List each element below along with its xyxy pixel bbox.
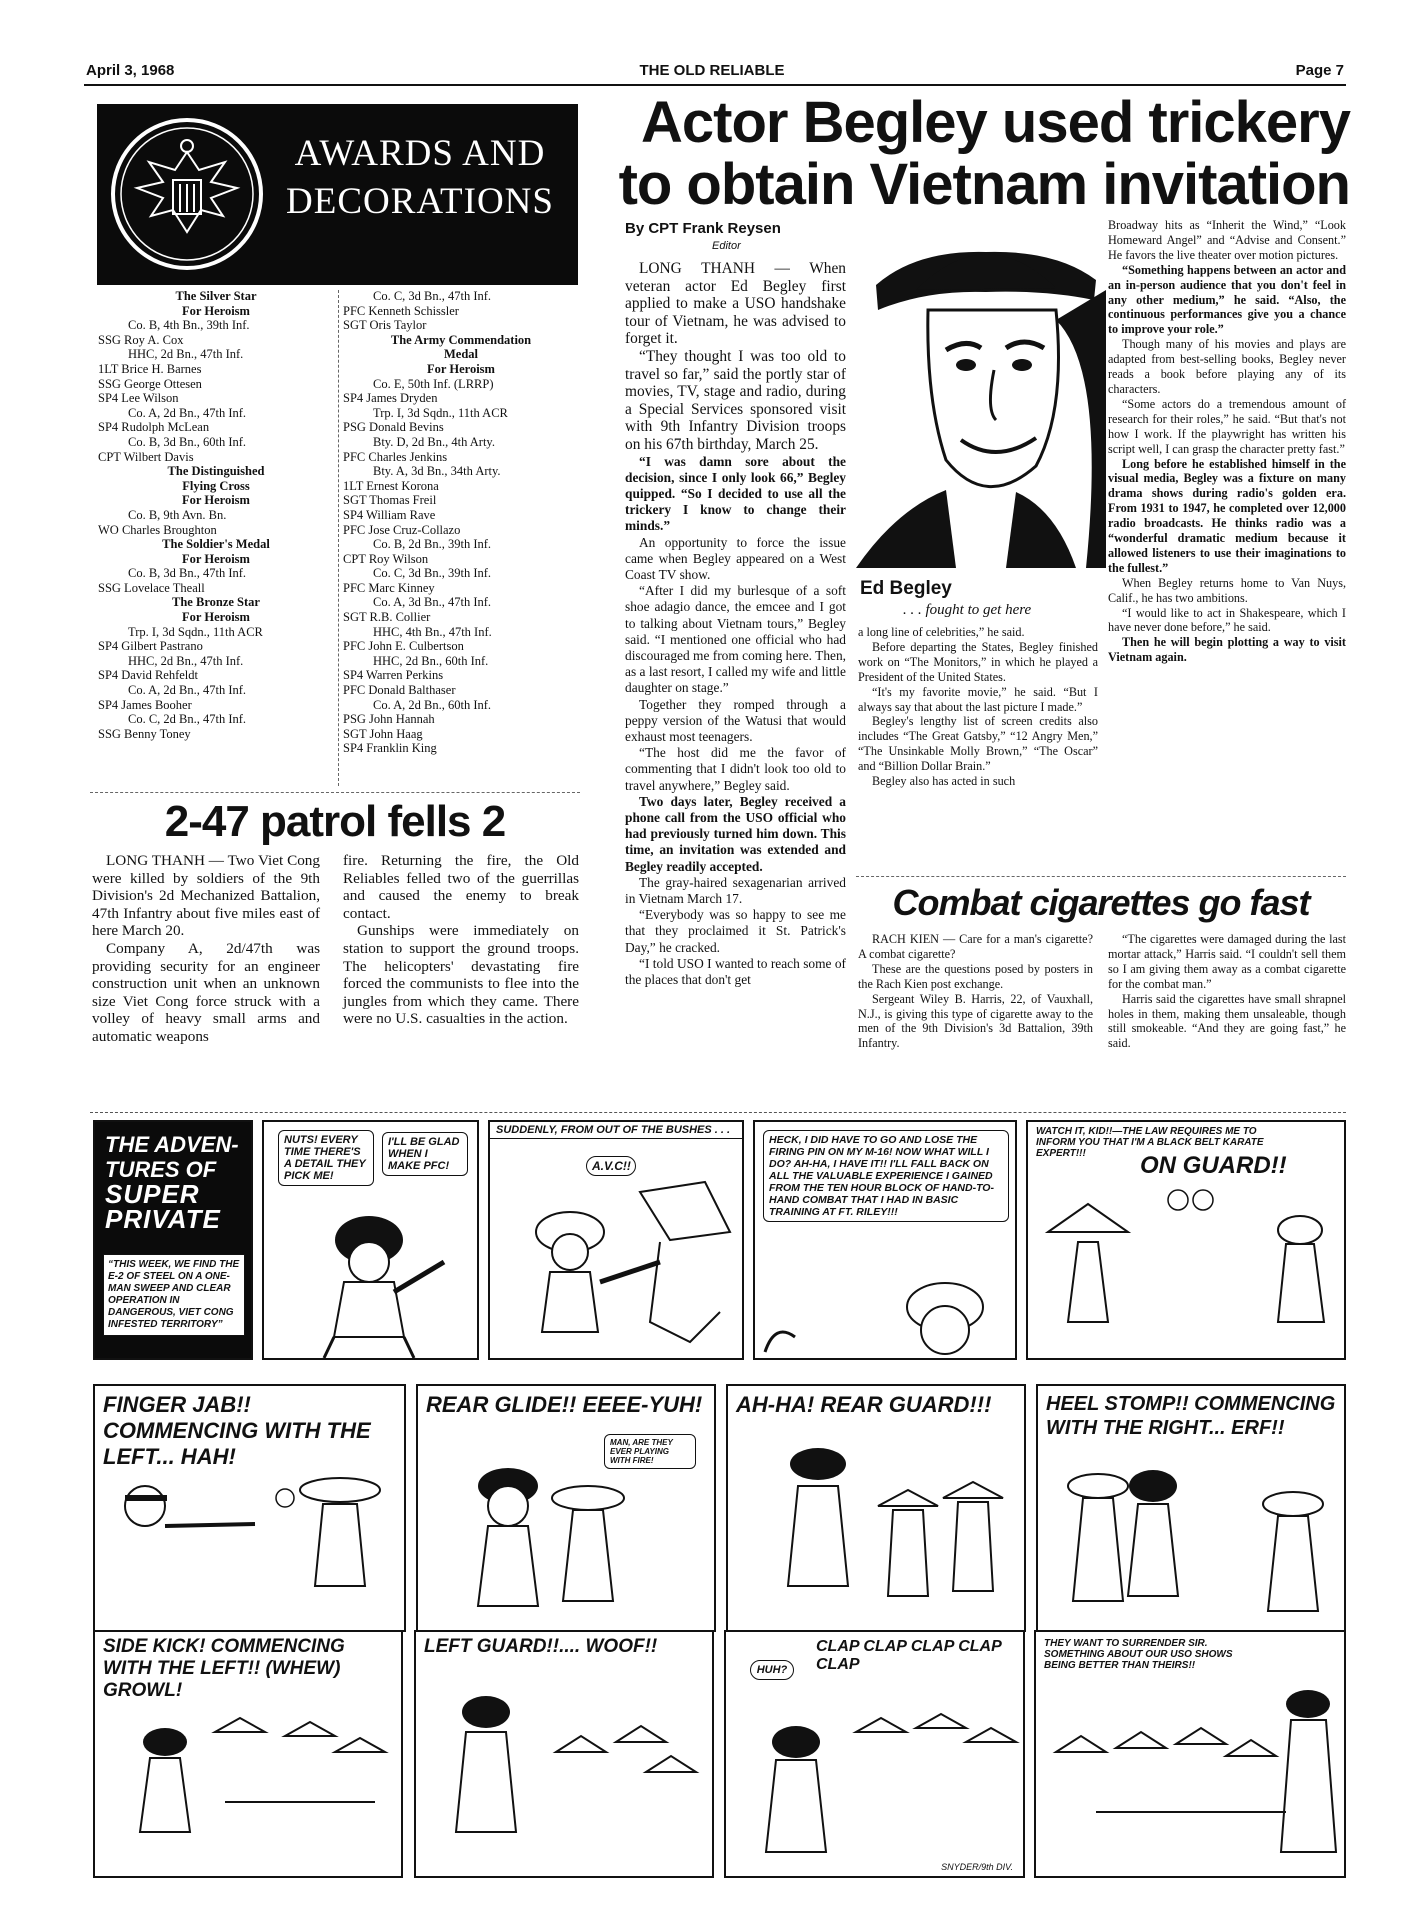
article-paragraph: The gray-haired sexagenarian arrived in Vietnam March 17. [625, 874, 846, 907]
cigarettes-headline: Combat cigarettes go fast [892, 882, 1310, 923]
comic-panel-9 [1036, 1384, 1346, 1632]
award-unit: Co. A, 2d Bn., 47th Inf. [128, 405, 247, 420]
comic-panel-2 [262, 1120, 479, 1360]
article-paragraph: “The host did me the favor of commenting that I didn't look too old to travel anywhere,” Begley said. [625, 745, 846, 793]
panel-12-balloon: HUH? [750, 1660, 794, 1680]
comic-panel-13 [1034, 1630, 1346, 1878]
masthead-rule [84, 84, 1346, 86]
comic-panel-8 [726, 1384, 1026, 1632]
eagle-seal-icon [107, 112, 267, 277]
award-recipient: PFC Jose Cruz-Collazo [343, 522, 461, 537]
article-paragraph: LONG THANH — Two Viet Cong were killed by soldiers of the 9th Division's 2d Mechanized Battalion, 47th Infantry about five miles east of here March 20. [92, 852, 320, 940]
award-unit: Co. B, 2d Bn., 39th Inf. [373, 537, 492, 552]
viet-cong-figure-icon [490, 1122, 744, 1360]
award-heading: For Heroism [182, 610, 250, 625]
comic-panel-11 [414, 1630, 714, 1878]
award-heading: The Army Commendation [390, 332, 532, 347]
award-unit: Co. B, 3d Bn., 60th Inf. [128, 434, 247, 449]
comic-title-line: SUPER [105, 1179, 200, 1209]
award-recipient: CPT Wilbert Davis [98, 449, 194, 464]
awards-title-line1: AWARDS AND [294, 133, 546, 174]
award-unit: HHC, 4th Bn., 47th Inf. [373, 624, 492, 639]
article-paragraph: “It's my favorite movie,” he said. “But I always say that about the last picture I made.” [858, 684, 1098, 714]
byline: By CPT Frank Reysen [625, 220, 781, 237]
article-paragraph: When Begley returns home to Van Nuys, Calif., he has two ambitions. [1108, 575, 1346, 605]
award-heading: For Heroism [427, 361, 495, 376]
article-paragraph: Begley also has acted in such [872, 774, 1016, 789]
portrait-image [856, 230, 1106, 568]
awards-title-line2: DECORATIONS [286, 181, 554, 222]
award-unit: HHC, 2d Bn., 60th Inf. [373, 653, 489, 668]
clapping-crowd-icon [726, 1632, 1025, 1878]
award-recipient: SP4 Warren Perkins [343, 668, 444, 683]
award-recipient: SSG Roy A. Cox [98, 332, 184, 347]
awards-list-column-1 [98, 289, 334, 741]
begley-column-1 [625, 260, 846, 988]
cigarettes-top-divider [856, 876, 1346, 877]
award-recipient: PFC Marc Kinney [343, 580, 435, 595]
award-recipient: SP4 William Rave [343, 507, 436, 522]
award-recipient: SGT John Haag [343, 726, 423, 741]
award-heading: For Heroism [182, 303, 250, 318]
panel-5-on-guard: ON GUARD!! [1140, 1152, 1287, 1179]
award-heading: The Silver Star [175, 289, 257, 303]
award-recipient: 1LT Ernest Korona [343, 478, 439, 493]
comic-panel-5 [1026, 1120, 1346, 1360]
panel-2-balloon-b: I'LL BE GLAD WHEN I MAKE PFC! [382, 1132, 468, 1176]
award-unit: Co. B, 3d Bn., 47th Inf. [128, 566, 247, 581]
award-recipient: SP4 Lee Wilson [98, 391, 179, 406]
article-paragraph: Long before he established himself in the visual media, Begley was a fixture on many drama shows during radio's golden era. From 1931 to 1947, he completed over 12,000 radio broadcasts. He thinks radio was a “wonderful dramatic medium because it allowed listeners to use their imaginations to the fullest.” [1108, 456, 1346, 575]
comic-panel-12 [724, 1630, 1025, 1878]
award-heading: The Bronze Star [172, 595, 260, 610]
panel-7-caption: REAR GLIDE!! EEEE-YUH! [426, 1392, 703, 1417]
article-paragraph: Though many of his movies and plays are adapted from best-selling books, Begley never reads a book before playing any of its characters. [1108, 337, 1346, 396]
award-recipient: WO Charles Broughton [98, 522, 217, 537]
article-paragraph: “Some actors do a tremendous amount of research for their roles,” he said. “But that's not how I work. If the playwright has written his script well, I can grasp the character pretty fast.” [1108, 396, 1346, 456]
award-heading: The Soldier's Medal [162, 537, 270, 552]
article-paragraph: Company A, 2d/47th was providing security for an engineer construction unit when an unknown size Viet Cong force struck with a volley of heavy small arms and automatic weapons [92, 939, 320, 1045]
article-paragraph: Two days later, Begley received a phone call from the USO official who had previously turned him down. This time, an invitation was extended and Begley readily accepted. [625, 793, 846, 874]
award-recipient: SP4 Franklin King [343, 741, 437, 756]
award-recipient: SSG Benny Toney [98, 726, 191, 741]
patrol-top-divider [90, 792, 580, 793]
award-unit: Co. C, 2d Bn., 47th Inf. [128, 712, 247, 727]
comic-panel-3 [488, 1120, 744, 1360]
comic-title-line: TURES OF [105, 1157, 217, 1182]
award-recipient: SP4 Rudolph McLean [98, 420, 210, 435]
article-paragraph: RACH KIEN — Care for a man's cigarette? A combat cigarette? [858, 932, 1093, 961]
award-recipient: PFC Donald Balthaser [343, 683, 456, 698]
article-paragraph: “They thought I was too old to travel so far,” said the portly star of movies, TV, stage and radio, during a Special Services sponsored visit with 9th Infantry Division troops on his 67th birthday, March 25. [625, 347, 846, 453]
panel-9-caption: HEEL STOMP!! COMMENCING WITH THE RIGHT... ERF!! [1046, 1393, 1336, 1439]
panel-7-balloon: MAN, ARE THEY EVER PLAYING WITH FIRE! [604, 1434, 696, 1469]
comic-title [95, 1122, 251, 1232]
panel-4-balloon: HECK, I DID HAVE TO GO AND LOSE THE FIRING PIN ON MY M-16! NOW WHAT WILL I DO? AH-HA, I HAVE IT!! I'LL FALL BACK ON ALL THE VALUABLE EXPERIENCE I GAINED FROM THE TEN HOUR BLOCK OF HAND-TO-HAND COMBAT THAT I HAD IN BASIC TRAINING AT FT. RILEY!!! [763, 1130, 1009, 1222]
comic-panel-7 [416, 1384, 716, 1632]
award-recipient: SSG George Ottesen [98, 376, 202, 391]
award-heading: Flying Cross [182, 478, 250, 493]
panel-3-balloon: A.V.C!! [586, 1156, 636, 1176]
award-recipient: SP4 James Dryden [343, 391, 438, 406]
comic-panel-6 [93, 1384, 406, 1632]
award-recipient: 1LT Brice H. Barnes [98, 361, 202, 376]
comic-title-line: PRIVATE [105, 1204, 221, 1234]
article-paragraph: Begley's lengthy list of screen credits also includes “The Great Gatsby,” “12 Angry Men,” “The Unsinkable Molly Brown,” “The Oscar” and “Billion Dollar Brain.” [858, 714, 1098, 774]
panel-10-caption: SIDE KICK! COMMENCING WITH THE LEFT!! (WHEW) GROWL! [103, 1636, 345, 1701]
award-unit: Co. A, 3d Bn., 47th Inf. [373, 595, 492, 610]
award-unit: HHC, 2d Bn., 47th Inf. [128, 347, 244, 362]
award-heading: The Distinguished [167, 464, 265, 479]
begley-headline [590, 92, 1350, 216]
panel-12-caption: CLAP CLAP CLAP CLAP CLAP [816, 1638, 1002, 1673]
article-paragraph: Then he will begin plotting a way to visit Vietnam again. [1108, 635, 1346, 665]
heel-stomp-figures-icon [1038, 1386, 1346, 1632]
awards-column-divider [338, 290, 339, 786]
article-paragraph: Harris said the cigarettes have small shrapnel holes in them, making them unsaleable, though still smokeable. “And they are going fast,” he said. [1108, 991, 1346, 1051]
award-recipient: PFC Charles Jenkins [343, 449, 448, 464]
article-paragraph: “The cigarettes were damaged during the last mortar attack,” Harris said. “I couldn't sell them so I am giving them away as a combat cigarette for the combat man.” [1108, 932, 1346, 991]
award-recipient: SP4 James Booher [98, 697, 192, 712]
article-paragraph: Sergeant Wiley B. Harris, 22, of Vauxhall, N.J., is giving this type of cigarette away to the men of the 9th Division's 3d Battalion, 39th Infantry. [858, 991, 1093, 1051]
patrol-column-2 [343, 852, 579, 1028]
cigarettes-column-2 [1108, 932, 1346, 1051]
panel-5-small-text: WATCH IT, KID!!—THE LAW REQUIRES ME TO INFORM YOU THAT I'M A BLACK BELT KARATE EXPERT!!! [1036, 1126, 1264, 1159]
awards-title [270, 130, 570, 226]
award-unit: Co. C, 3d Bn., 39th Inf. [373, 566, 492, 581]
award-recipient: PSG Donald Bevins [343, 420, 444, 435]
award-recipient: SP4 David Rehfeldt [98, 668, 198, 683]
award-unit: Co. A, 2d Bn., 47th Inf. [128, 683, 247, 698]
award-recipient: PFC John E. Culbertson [343, 639, 464, 654]
photo-caption-name: Ed Begley [860, 578, 952, 599]
panel-6-caption: FINGER JAB!! COMMENCING WITH THE LEFT... HAH! [103, 1392, 371, 1469]
article-paragraph: Before departing the States, Begley finished work on “The Monitors,” in which he played a President of the United States. [858, 639, 1098, 684]
article-paragraph: An opportunity to force the issue came when Begley appeared on a West Coast TV show. [625, 534, 846, 582]
karate-stance-figures-icon [1028, 1122, 1346, 1360]
rear-guard-figures-icon [728, 1386, 1026, 1632]
award-unit: Co. B, 9th Avn. Bn. [128, 507, 227, 522]
side-kick-crowd-icon [95, 1632, 403, 1878]
award-heading: For Heroism [182, 493, 250, 508]
award-unit: Co. C, 3d Bn., 47th Inf. [373, 289, 492, 303]
article-paragraph: “Everybody was so happy to see me that they proclaimed it St. Patrick's Day,” he cracked. [625, 907, 846, 955]
article-paragraph: “Something happens between an actor and an in-person audience that you don't feel in any other medium,” he said. “Also, the continuous performances give you a chance to improve your role.” [1108, 262, 1346, 337]
helmet-soldier-icon [755, 1122, 1017, 1360]
comic-panel-4 [753, 1120, 1017, 1360]
article-paragraph: LONG THANH — When veteran actor Ed Begley first applied to make a USO handshake tour of Vietnam, he was advised to forget it. [625, 260, 846, 348]
panel-3-caption: SUDDENLY, FROM OUT OF THE BUSHES . . . [490, 1122, 744, 1139]
left-guard-crowd-icon [416, 1632, 714, 1878]
award-heading: For Heroism [182, 551, 250, 566]
begley-headline-line1: Actor Begley used trickery [641, 90, 1350, 155]
award-unit: Co. B, 4th Bn., 39th Inf. [128, 318, 250, 333]
super-private-figure-icon [264, 1122, 479, 1360]
panel-11-caption: LEFT GUARD!!.... WOOF!! [424, 1636, 658, 1657]
panel-13-text: THEY WANT TO SURRENDER SIR. SOMETHING ABOUT OUR USO SHOWS BEING BETTER THAN THEIRS!! [1044, 1638, 1233, 1671]
artist-signature: SNYDER/9th DIV. [941, 1862, 1013, 1872]
award-recipient: SGT Thomas Freil [343, 493, 437, 508]
award-recipient: SSG Lovelace Theall [98, 580, 205, 595]
begley-headline-line2: to obtain Vietnam invitation [618, 152, 1350, 217]
comic-title-line: THE ADVEN- [105, 1132, 239, 1157]
cigarettes-column-1 [858, 932, 1093, 1051]
begley-column-3 [1108, 218, 1346, 665]
award-unit: Trp. I, 3d Sqdn., 11th ACR [128, 624, 263, 639]
award-recipient: SP4 Gilbert Pastrano [98, 639, 203, 654]
article-paragraph: Together they romped through a peppy version of the Watusi that would exhaust most teenagers. [625, 696, 846, 744]
patrol-headline: 2-47 patrol fells 2 [164, 797, 506, 846]
award-recipient: PFC Kenneth Schissler [343, 303, 459, 318]
patrol-column-1 [92, 852, 320, 1046]
article-paragraph: Gunships were immediately on station to support the ground troops. The helicopters' devastating fire forced the communists to flee into the jungles from which they came. There were no U.S. casualties in the action. [343, 922, 579, 1028]
article-paragraph: “I was damn sore about the decision, since I only look 66,” Begley quipped. “So I decided to use all the trickery I know to change their minds.” [625, 453, 846, 534]
article-paragraph: These are the questions posed by posters in the Rach Kien post exchange. [858, 961, 1093, 991]
photo-caption-text: . . . fought to get here [903, 602, 1032, 618]
article-paragraph: “After I did my burlesque of a soft shoe adagio dance, the emcee and I got to talking about Vietnam tours,” Begley said. “I mentioned one official who had discouraged me from coming here. Then, as a last resort, I called my wife and little daughter on stage.” [625, 583, 846, 696]
comic-panel-10 [93, 1630, 403, 1878]
award-unit: Co. E, 50th Inf. (LRRP) [373, 376, 494, 391]
panel-2-balloon-a: NUTS! EVERY TIME THERE'S A DETAIL THEY PICK ME! [278, 1130, 374, 1186]
award-unit: Trp. I, 3d Sqdn., 11th ACR [373, 405, 508, 420]
article-paragraph: fire. Returning the fire, the Old Reliables felled two of the guerrillas and caused the enemy to break contact. [343, 852, 579, 922]
article-paragraph: “I told USO I wanted to reach some of the places that don't get [625, 955, 846, 988]
award-unit: Bty. D, 2d Bn., 4th Arty. [373, 434, 495, 449]
byline-role: Editor [712, 240, 741, 252]
finger-jab-figures-icon [95, 1386, 406, 1632]
award-unit: Co. A, 2d Bn., 60th Inf. [373, 697, 492, 712]
begley-column-2 [858, 625, 1098, 789]
award-recipient: SGT R.B. Collier [343, 610, 431, 625]
rear-glide-figures-icon [418, 1386, 716, 1632]
panel-8-caption: AH-HA! REAR GUARD!!! [736, 1392, 992, 1417]
comic-intro-caption: “THIS WEEK, WE FIND THE E-2 OF STEEL ON A ONE-MAN SWEEP AND CLEAR OPERATION IN DANGEROUS, VIET CONG INFESTED TERRITORY” [103, 1254, 245, 1336]
award-recipient: CPT Roy Wilson [343, 551, 429, 566]
award-recipient: PSG John Hannah [343, 712, 435, 727]
ed-begley-photo [856, 230, 1106, 568]
article-paragraph: a long line of celebrities,” he said. [858, 625, 1025, 639]
award-unit: HHC, 2d Bn., 47th Inf. [128, 653, 244, 668]
comic-title-panel [93, 1120, 253, 1360]
masthead-date: April 3, 1968 [86, 62, 175, 79]
awards-list-column-2 [343, 289, 579, 756]
masthead-page-number: Page 7 [1295, 62, 1344, 79]
award-recipient: SGT Oris Taylor [343, 318, 427, 333]
article-paragraph: “I would like to act in Shakespeare, which I have never done before,” he said. [1108, 605, 1346, 635]
masthead-paper-name: THE OLD RELIABLE [639, 62, 785, 79]
award-unit: Bty. A, 3d Bn., 34th Arty. [373, 464, 501, 479]
surrender-crowd-icon [1036, 1632, 1346, 1878]
article-paragraph: Broadway hits as “Inherit the Wind,” “Look Homeward Angel” and “Advise and Consent.” He favors the live theater over motion pictures. [1108, 218, 1346, 262]
award-heading: Medal [443, 347, 479, 362]
comic-top-divider [90, 1112, 1346, 1113]
